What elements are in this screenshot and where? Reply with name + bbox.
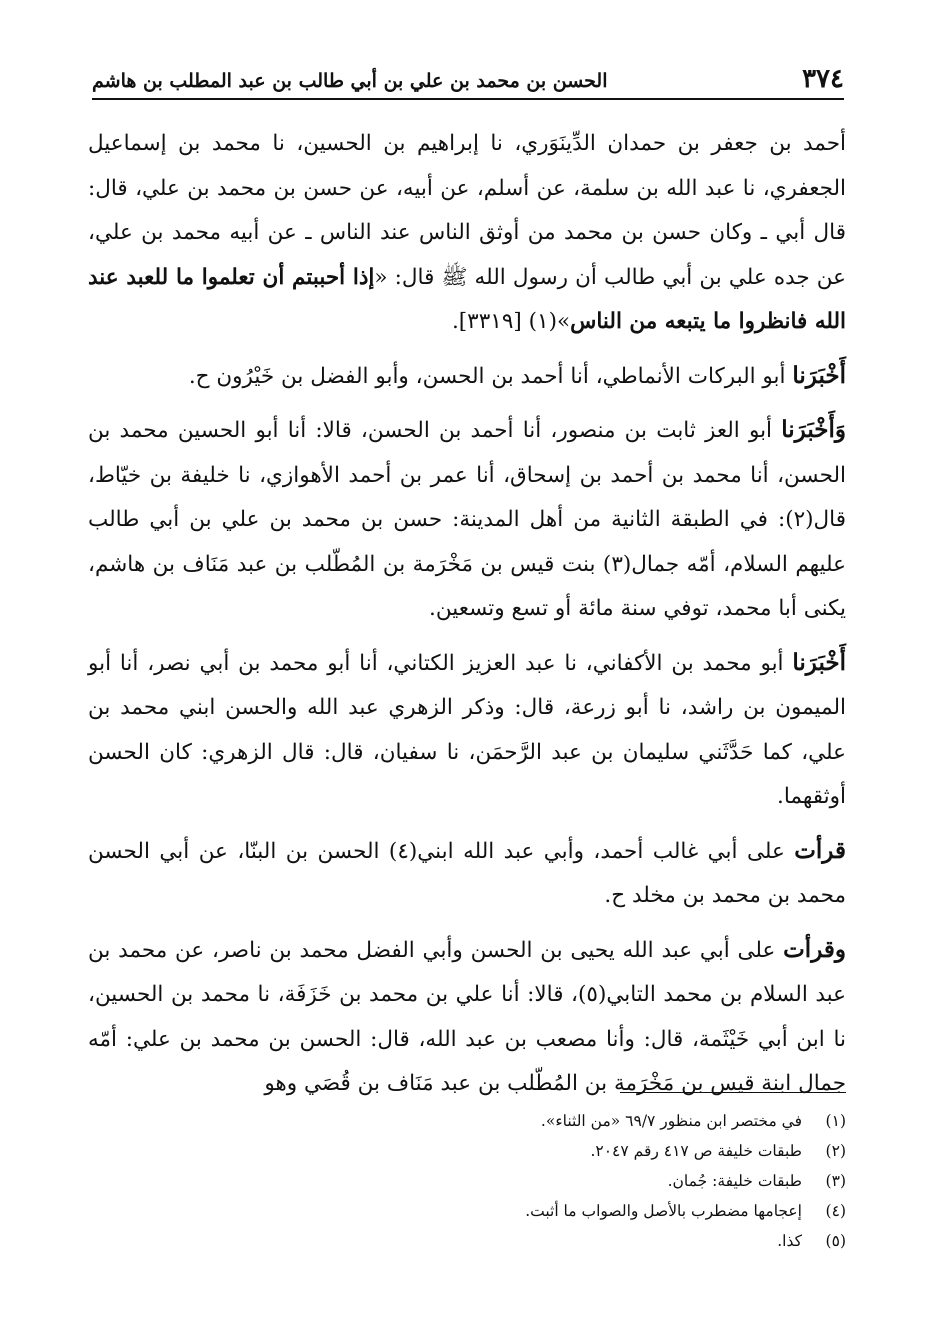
paragraph-tail: »(١) [٣٣١٩]. (451, 309, 571, 334)
paragraph-lead: وقرأت (783, 935, 846, 963)
footnote-number: (٣) (825, 1172, 846, 1190)
footnote (88, 1136, 846, 1166)
paragraph-text: أبو البركات الأنماطي، أنا أحمد بن الحسن، وأبو الفضل بن خَيْرُون ح. (188, 363, 793, 389)
paragraph-text: على أبي غالب أحمد، وأبي عبد الله ابني(٤) الحسن بن البنّا، عن أبي الحسن محمد بن محمد بن مخلد ح. (88, 838, 846, 908)
footnote-number: (٢) (825, 1142, 846, 1160)
footnote-text: طبقات خليفة: جُمان. (667, 1172, 802, 1190)
footnote-number: (١) (825, 1112, 846, 1130)
paragraph-4 (88, 641, 846, 820)
footnote-text: طبقات خليفة ص ٤١٧ رقم ٢٠٤٧. (590, 1142, 802, 1160)
footnote (88, 1106, 846, 1136)
paragraph-1 (88, 122, 846, 345)
running-title: الحسن بن محمد بن علي بن أبي طالب بن عبد المطلب بن هاشم (92, 70, 608, 92)
footnote-number: (٥) (825, 1232, 846, 1250)
paragraph-lead: وَأَخْبَرَنا (781, 416, 846, 443)
paragraph-5 (88, 829, 846, 919)
footnote-divider (620, 1092, 846, 1093)
paragraph-text: أبو محمد بن الأكفاني، نا عبد العزيز الكتاني، أنا أبو محمد بن أبي نصر، أنا أبو الميمون بن راشد، نا أبو زرعة، قال: وذكر الزهري عبد الله والحسن ابني محمد بن علي، كما حَدَّثَني سليمان بن عبد الرَّحمَن، نا سفيان، قال: قال الزهري: كان الحسن أوثقهما. (88, 650, 846, 809)
footnotes (88, 1106, 846, 1256)
footnote (88, 1196, 846, 1226)
footnote (88, 1166, 846, 1196)
paragraph-text: أبو العز ثابت بن منصور، أنا أحمد بن الحسن، قالا: أنا أبو الحسين محمد بن الحسن، أنا محمد بن أحمد بن إسحاق، أنا عمر بن أحمد الأهوازي، نا خليفة بن خيّاط، قال(٢): في الطبقة الثانية من أهل المدينة: حسن بن محمد بن علي بن أبي طالب عليهم السلام، أمّه جمال(٣) بنت قيس بن مَخْرَمة بن المُطّلب بن عبد مَنَاف بن هاشم، يكنى أبا محمد، توفي سنة مائة أو تسع وتسعين. (88, 418, 846, 621)
running-header (92, 58, 844, 100)
page-number: ٣٧٤ (802, 64, 844, 94)
footnote-text: كذا. (777, 1232, 802, 1250)
paragraph-3 (88, 408, 846, 632)
paragraph-text: على أبي عبد الله يحيى بن الحسن وأبي الفضل محمد بن ناصر، عن محمد بن عبد السلام بن محمد التابي(٥)، قالا: أنا علي بن محمد بن خَزَفَة، نا محمد بن الحسين، نا ابن أبي خَيْثَمة، قال: وأنا مصعب بن عبد الله، قال: الحسن بن محمد بن علي: أمّه جمال ابنة قيس بن مَخْرَمة بن المُطّلب بن عبد مَنَاف بن قُصَي وهو (88, 937, 846, 1096)
footnote (88, 1226, 846, 1256)
main-text (88, 122, 846, 1116)
paragraph-lead: قرأت (794, 836, 846, 864)
footnote-text: في مختصر ابن منظور ٦٩/٧ «من الثناء». (540, 1112, 802, 1130)
footnote-text: إعجامها مضطرب بالأصل والصواب ما أثبت. (525, 1202, 802, 1220)
hadith-text: إذا أحببتم أن تعلموا ما للعبد عند الله فانظروا ما يتبعه من الناس (88, 264, 846, 334)
footnote-number: (٤) (825, 1202, 846, 1220)
paragraph-6 (88, 928, 846, 1107)
paragraph-lead: أَخْبَرَنا (792, 648, 846, 676)
paragraph-text: أحمد بن جعفر بن حمدان الدِّينَوَري، نا إبراهيم بن الحسين، نا محمد بن إسماعيل الجعفري، نا عبد الله بن سلمة، عن أسلم، عن أبيه، عن حسن بن محمد بن علي، قال: قال أبي ـ وكان حسن بن محمد من أوثق الناس عند الناس ـ عن أبيه محمد بن علي، عن جده علي بن أبي طالب أن رسول الله ﷺ قال: « (88, 131, 846, 290)
paragraph-lead: أَخْبَرَنا (792, 361, 846, 389)
paragraph-2 (88, 354, 846, 400)
